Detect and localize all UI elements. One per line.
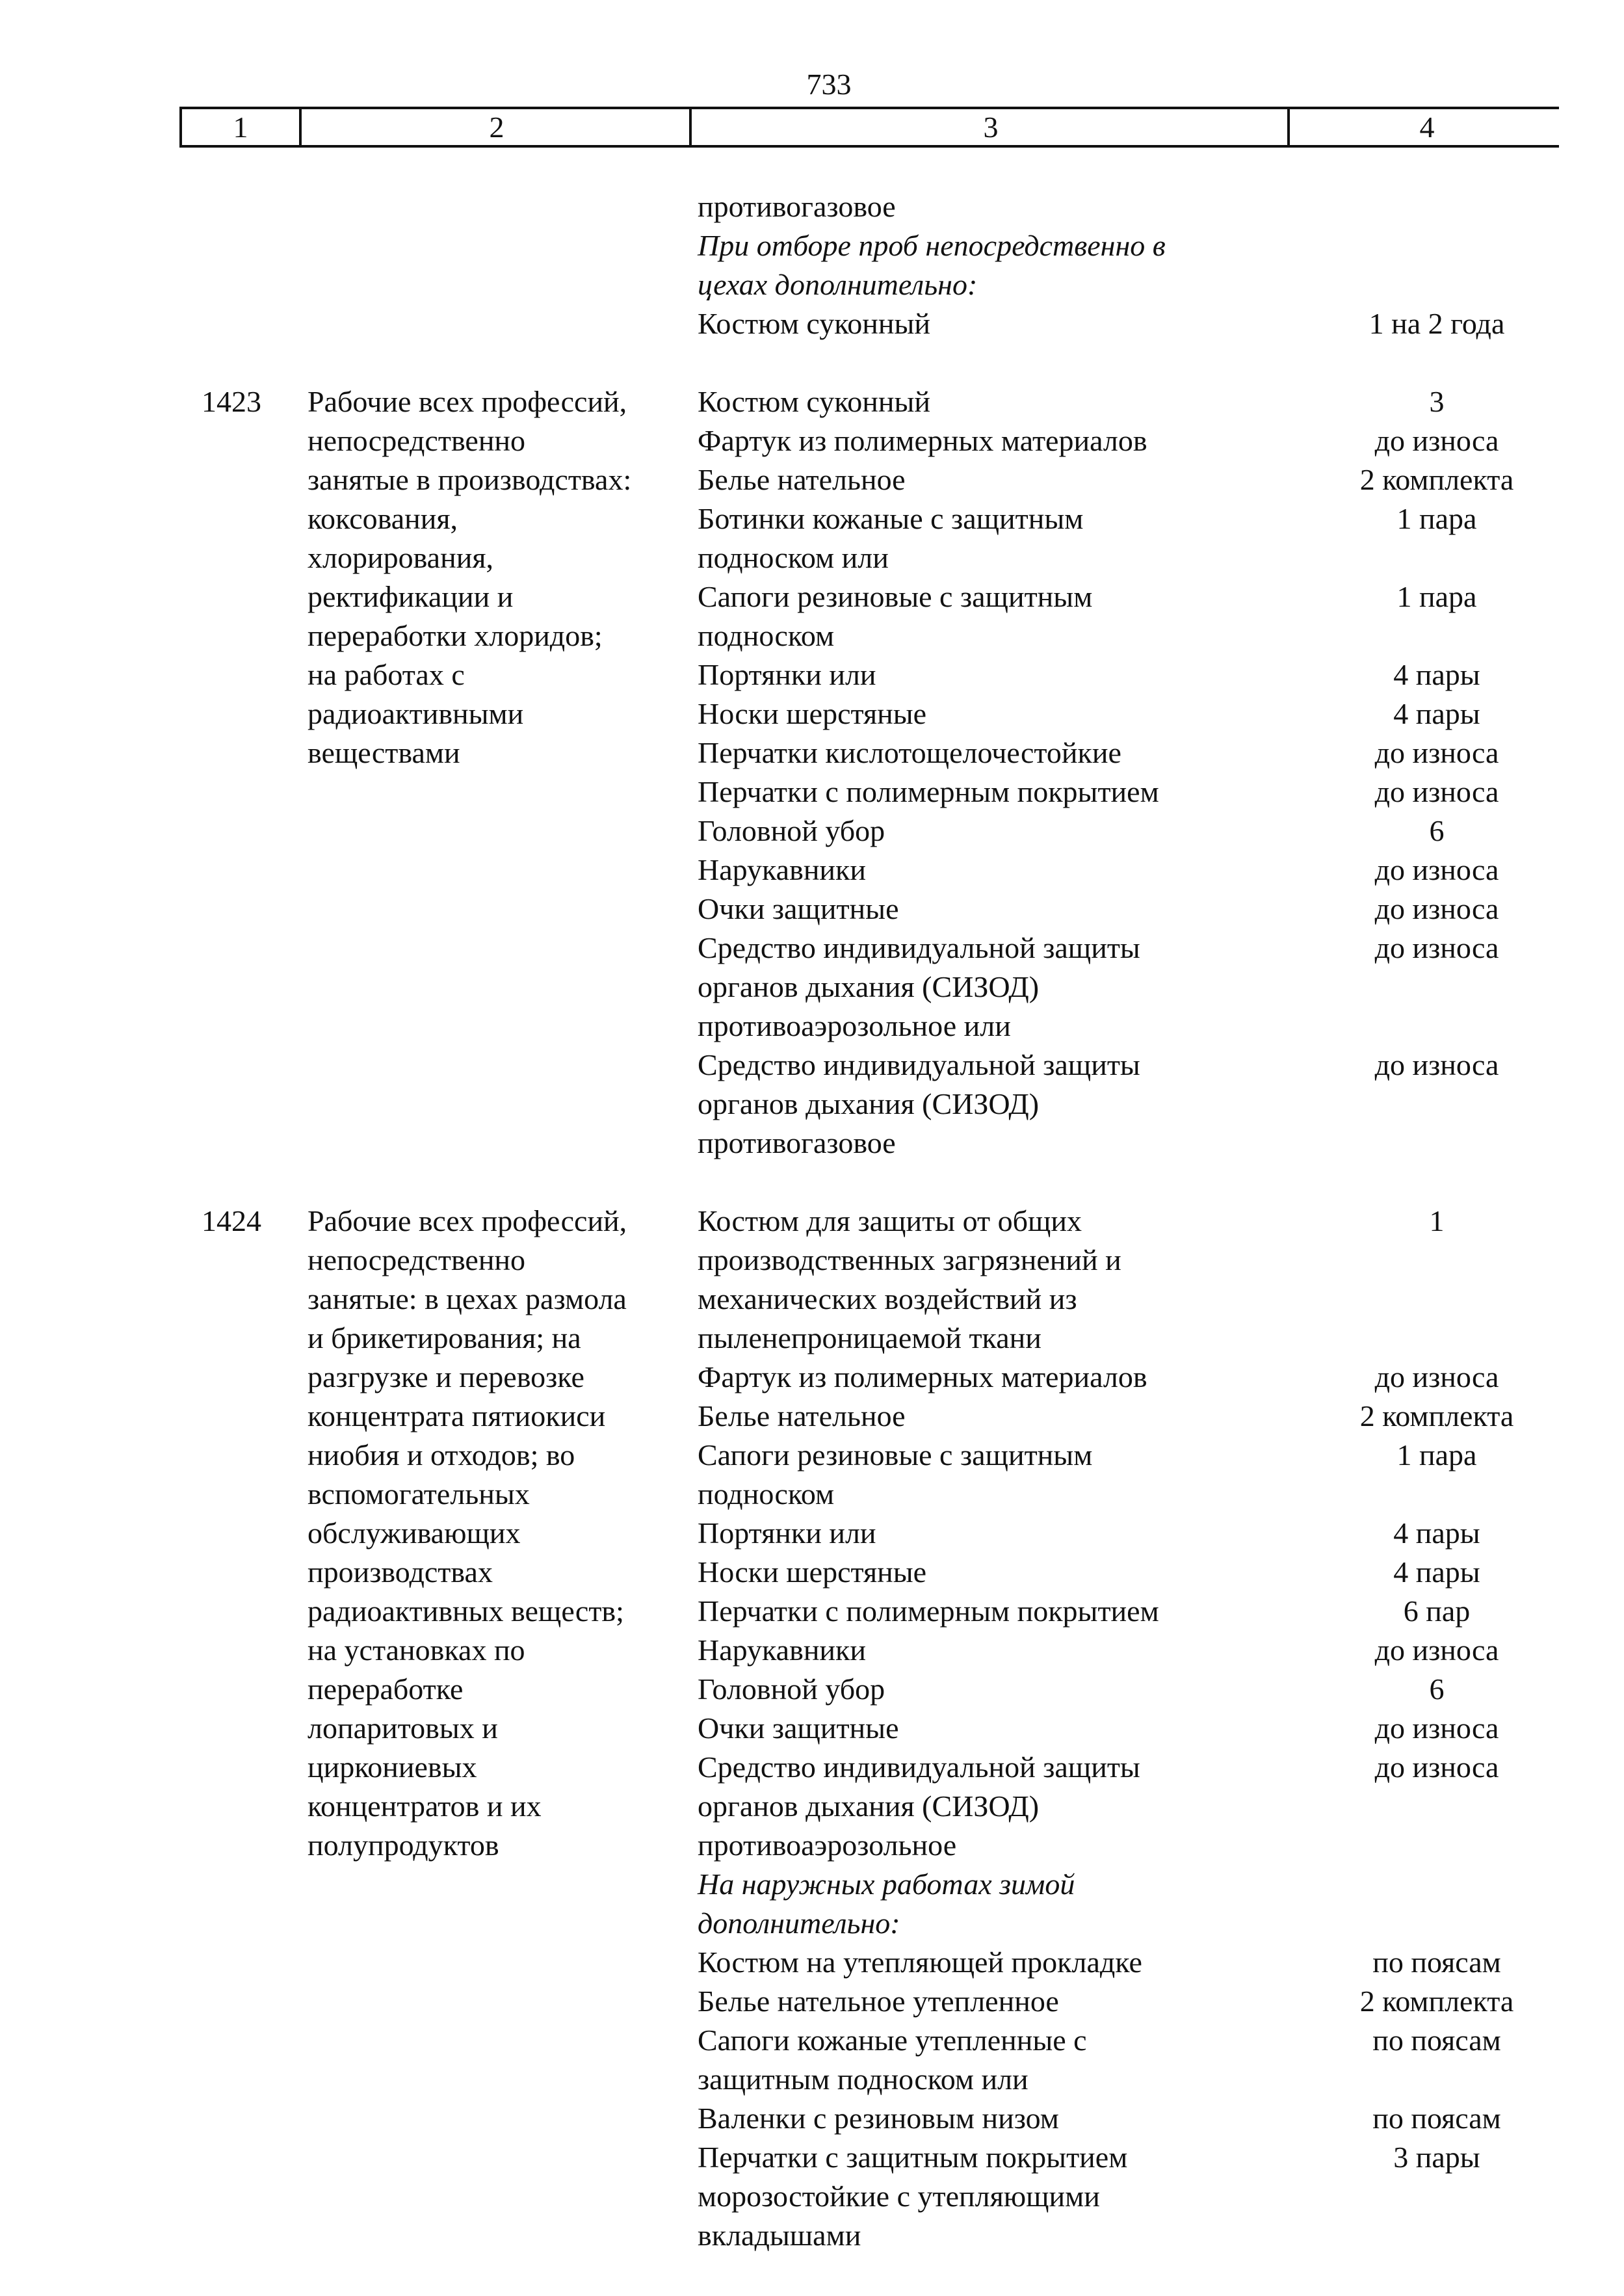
intro-item-norm: 1 на 2 года	[1369, 307, 1505, 340]
ppe-item-text: Белье нательное	[698, 1399, 906, 1432]
ppe-item-text: противогазовое	[698, 1126, 896, 1159]
ppe-item-text: Средство индивидуальной защиты	[698, 931, 1140, 964]
intro-item-text: цехах дополнительно:	[698, 268, 978, 301]
worker-category-line: ректификации и	[308, 580, 514, 613]
ppe-item-norm: до износа	[1374, 853, 1499, 886]
ppe-item-norm: 1 пара	[1396, 1438, 1477, 1471]
worker-category-line: вспомогательных	[308, 1477, 530, 1511]
page-number: 733	[806, 68, 852, 101]
ppe-item-text: Перчатки с защитным покрытием	[698, 2141, 1128, 2174]
ppe-item-text: противоаэрозольное или	[698, 1009, 1011, 1042]
worker-category-line: переработке	[308, 1672, 464, 1706]
worker-category-line: Рабочие всех профессий,	[308, 385, 627, 418]
ppe-item-text: Носки шерстяные	[698, 1555, 927, 1589]
ppe-item-text: Фартук из полимерных материалов	[698, 424, 1147, 457]
column-header-3: 3	[689, 109, 1290, 145]
row-number: 1423	[202, 385, 261, 418]
ppe-item-norm: до износа	[1374, 1048, 1499, 1081]
ppe-item-norm: до износа	[1374, 1360, 1499, 1393]
worker-category-line: разгрузке и перевозке	[308, 1360, 584, 1393]
ppe-item-text: производственных загрязнений и	[698, 1243, 1121, 1276]
ppe-item-norm: 1 пара	[1396, 502, 1477, 535]
ppe-item-text: Костюм на утепляющей прокладке	[698, 1946, 1142, 1979]
worker-category-line: циркониевых	[308, 1750, 477, 1784]
column-header-1: 1	[233, 111, 248, 144]
table-header-row	[179, 107, 1559, 148]
ppe-item-norm: 4 пары	[1393, 697, 1480, 730]
ppe-item-text: Сапоги резиновые с защитным	[698, 580, 1093, 613]
ppe-item-text: Нарукавники	[698, 853, 867, 886]
ppe-item-text: Головной убор	[698, 1672, 885, 1706]
ppe-item-text: подноском	[698, 1477, 835, 1511]
ppe-item-text: механических воздействий из	[698, 1282, 1077, 1315]
ppe-item-norm: 3 пары	[1393, 2141, 1480, 2174]
ppe-item-norm: до износа	[1374, 775, 1499, 808]
worker-category-line: ниобия и отходов; во	[308, 1438, 575, 1471]
worker-category-line: на установках по	[308, 1633, 525, 1667]
ppe-item-text: Сапоги кожаные утепленные с	[698, 2024, 1087, 2057]
worker-category-line: концентратов и их	[308, 1789, 542, 1823]
ppe-item-text: Носки шерстяные	[698, 697, 927, 730]
ppe-item-text: противоаэрозольное	[698, 1828, 957, 1862]
worker-category-line: веществами	[308, 736, 460, 769]
ppe-item-norm: 4 пары	[1393, 1555, 1480, 1589]
ppe-item-text: Перчатки с полимерным покрытием	[698, 775, 1159, 808]
ppe-item-norm: до износа	[1374, 931, 1499, 964]
ppe-item-norm: 4 пары	[1393, 658, 1480, 691]
ppe-item-text: Портянки или	[698, 658, 876, 691]
ppe-item-text: пыленепроницаемой ткани	[698, 1321, 1041, 1354]
column-header-2: 2	[299, 109, 692, 145]
ppe-item-text: Головной убор	[698, 814, 885, 847]
ppe-item-text: Нарукавники	[698, 1633, 867, 1667]
ppe-item-text: Портянки или	[698, 1516, 876, 1550]
ppe-item-norm: 4 пары	[1393, 1516, 1480, 1550]
worker-category-line: радиоактивными	[308, 697, 524, 730]
worker-category-line: непосредственно	[308, 424, 526, 457]
ppe-item-norm: по поясам	[1372, 2024, 1501, 2057]
ppe-item-text: Фартук из полимерных материалов	[698, 1360, 1147, 1393]
worker-category-line: занятые в производствах:	[308, 463, 632, 496]
ppe-item-text: Очки защитные	[698, 1711, 899, 1745]
worker-category-line: концентрата пятиокиси	[308, 1399, 606, 1432]
ppe-item-norm: до износа	[1374, 1711, 1499, 1745]
ppe-item-norm: до износа	[1374, 1633, 1499, 1667]
ppe-item-norm: 2 комплекта	[1359, 1985, 1514, 2018]
ppe-item-norm: 2 комплекта	[1359, 463, 1514, 496]
row-number: 1424	[202, 1204, 261, 1237]
ppe-item-text: вкладышами	[698, 2219, 861, 2252]
ppe-item-norm: до износа	[1374, 892, 1499, 925]
ppe-item-text: Белье нательное	[698, 463, 906, 496]
ppe-item-norm: 6	[1429, 814, 1445, 847]
ppe-item-text: подноском или	[698, 541, 889, 574]
ppe-item-norm: 1	[1429, 1204, 1445, 1237]
ppe-item-norm: до износа	[1374, 736, 1499, 769]
ppe-item-norm: по поясам	[1372, 2102, 1501, 2135]
worker-category-line: хлорирования,	[308, 541, 493, 574]
ppe-item-norm: до износа	[1374, 1750, 1499, 1784]
ppe-item-text: органов дыхания (СИЗОД)	[698, 970, 1040, 1003]
intro-item-text: противогазовое	[698, 190, 896, 223]
ppe-item-text: Сапоги резиновые с защитным	[698, 1438, 1093, 1471]
intro-item-text: Костюм суконный	[698, 307, 931, 340]
worker-category-line: Рабочие всех профессий,	[308, 1204, 627, 1237]
ppe-item-text: Очки защитные	[698, 892, 899, 925]
ppe-item-text: Валенки с резиновым низом	[698, 2102, 1059, 2135]
ppe-item-norm: 3	[1429, 385, 1445, 418]
ppe-item-text: органов дыхания (СИЗОД)	[698, 1087, 1040, 1120]
intro-item-text: При отборе проб непосредственно в	[698, 229, 1166, 262]
ppe-item-norm: 6 пар	[1403, 1594, 1471, 1628]
ppe-item-text: Средство индивидуальной защиты	[698, 1750, 1140, 1784]
ppe-item-norm: по поясам	[1372, 1946, 1501, 1979]
worker-category-line: на работах с	[308, 658, 465, 691]
worker-category-line: радиоактивных веществ;	[308, 1594, 624, 1628]
worker-category-line: полупродуктов	[308, 1828, 499, 1862]
ppe-item-text: подноском	[698, 619, 835, 652]
worker-category-line: коксования,	[308, 502, 458, 535]
column-header-4: 4	[1287, 109, 1564, 145]
ppe-item-norm: 1 пара	[1396, 580, 1477, 613]
ppe-item-text: Костюм для защиты от общих	[698, 1204, 1082, 1237]
ppe-item-norm: до износа	[1374, 424, 1499, 457]
ppe-item-text: Белье нательное утепленное	[698, 1985, 1059, 2018]
worker-category-line: производствах	[308, 1555, 493, 1589]
ppe-item-text: Ботинки кожаные с защитным	[698, 502, 1084, 535]
worker-category-line: и брикетирования; на	[308, 1321, 581, 1354]
ppe-item-text: органов дыхания (СИЗОД)	[698, 1789, 1040, 1823]
worker-category-line: переработки хлоридов;	[308, 619, 603, 652]
worker-category-line: обслуживающих	[308, 1516, 521, 1550]
ppe-item-text: Средство индивидуальной защиты	[698, 1048, 1140, 1081]
worker-category-line: лопаритовых и	[308, 1711, 498, 1745]
ppe-item-text: морозостойкие с утепляющими	[698, 2180, 1100, 2213]
ppe-item-norm: 6	[1429, 1672, 1445, 1706]
ppe-item-text: На наружных работах зимой	[698, 1867, 1075, 1901]
ppe-item-text: Перчатки с полимерным покрытием	[698, 1594, 1159, 1628]
ppe-item-norm: 2 комплекта	[1359, 1399, 1514, 1432]
worker-category-line: непосредственно	[308, 1243, 526, 1276]
ppe-item-text: Костюм суконный	[698, 385, 931, 418]
worker-category-line: занятые: в цехах размола	[308, 1282, 627, 1315]
ppe-item-text: защитным подноском или	[698, 2063, 1028, 2096]
ppe-item-text: Перчатки кислотощелочестойкие	[698, 736, 1121, 769]
ppe-item-text: дополнительно:	[698, 1907, 900, 1940]
